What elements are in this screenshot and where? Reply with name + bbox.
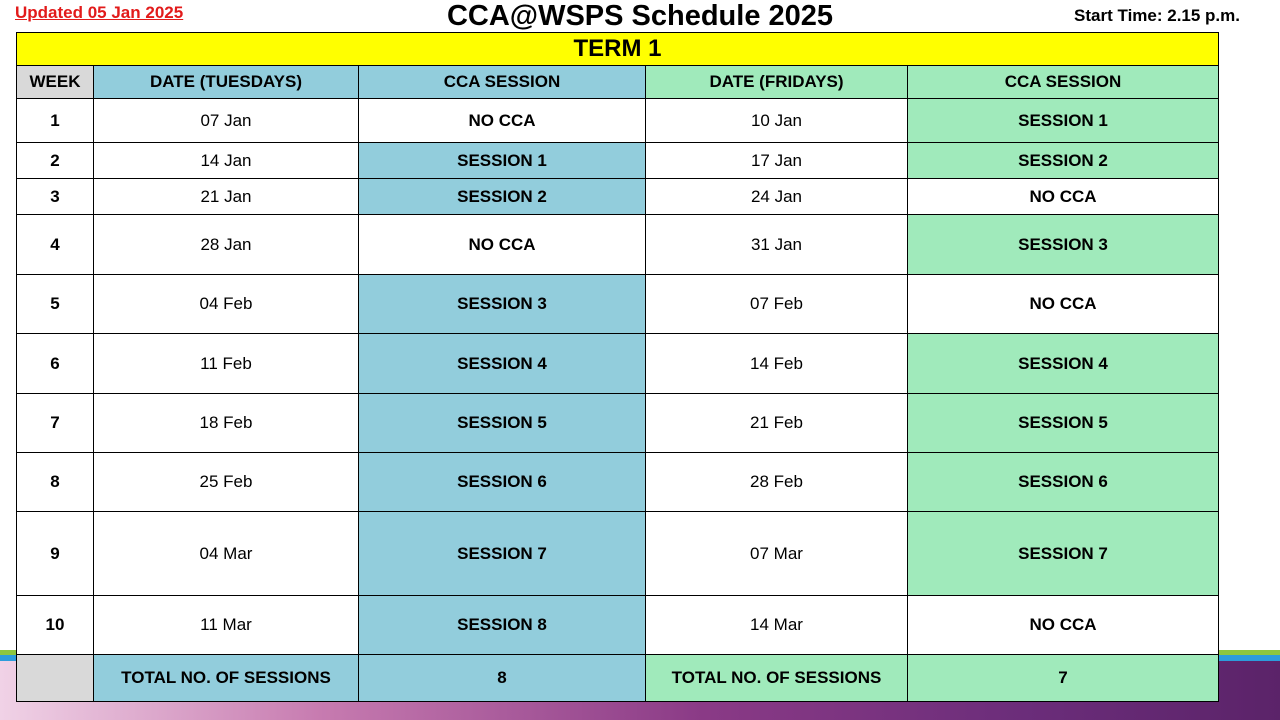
tuesday-session-cell: NO CCA [359,99,646,143]
friday-session-cell: NO CCA [908,596,1219,655]
tuesday-date-cell: 04 Mar [94,512,359,596]
table-row [17,512,1219,596]
table-row [17,143,1219,179]
col-header-friday-date: DATE (FRIDAYS) [646,66,908,99]
tuesday-session-cell: SESSION 5 [359,394,646,453]
tuesday-date-cell: 04 Feb [94,275,359,334]
tuesday-session-cell: SESSION 4 [359,334,646,394]
term-title: TERM 1 [17,33,1219,66]
tuesday-session-cell: NO CCA [359,215,646,275]
friday-session-cell: SESSION 7 [908,512,1219,596]
tuesday-date-cell: 11 Feb [94,334,359,394]
table-row [17,334,1219,394]
totals-row [17,655,1219,702]
week-cell: 8 [17,453,94,512]
page-title-text: CCA@WSPS Schedule 2025 [446,0,834,32]
friday-date-cell: 10 Jan [646,99,908,143]
table-row [17,394,1219,453]
week-cell: 9 [17,512,94,596]
updated-date: Updated 05 Jan 2025 [15,3,184,22]
tuesday-session-cell: SESSION 6 [359,453,646,512]
total-friday: 7 [908,655,1219,702]
col-header-tuesday-session: CCA SESSION [359,66,646,99]
friday-session-cell: SESSION 2 [908,143,1219,179]
friday-session-cell: NO CCA [908,179,1219,215]
friday-session-cell: NO CCA [908,275,1219,334]
tuesday-date-cell: 07 Jan [94,99,359,143]
col-header-tuesday-date: DATE (TUESDAYS) [94,66,359,99]
friday-date-cell: 28 Feb [646,453,908,512]
week-cell: 10 [17,596,94,655]
week-cell: 4 [17,215,94,275]
term-row [17,33,1219,66]
tuesday-session-cell: SESSION 7 [359,512,646,596]
tuesday-date-cell: 28 Jan [94,215,359,275]
start-time: Start Time: 2.15 p.m. [1074,6,1240,25]
friday-date-cell: 24 Jan [646,179,908,215]
tuesday-session-cell: SESSION 3 [359,275,646,334]
friday-session-cell: SESSION 6 [908,453,1219,512]
total-tuesday: 8 [359,655,646,702]
friday-session-cell: SESSION 5 [908,394,1219,453]
friday-date-cell: 14 Mar [646,596,908,655]
tuesday-date-cell: 14 Jan [94,143,359,179]
friday-date-cell: 07 Mar [646,512,908,596]
friday-session-cell: SESSION 4 [908,334,1219,394]
friday-date-cell: 14 Feb [646,334,908,394]
week-cell: 5 [17,275,94,334]
friday-session-cell: SESSION 1 [908,99,1219,143]
tuesday-session-cell: SESSION 8 [359,596,646,655]
total-label-friday: TOTAL NO. OF SESSIONS [646,655,908,702]
friday-date-cell: 17 Jan [646,143,908,179]
friday-date-cell: 07 Feb [646,275,908,334]
friday-date-cell: 21 Feb [646,394,908,453]
week-cell: 1 [17,99,94,143]
total-label-tuesday: TOTAL NO. OF SESSIONS [94,655,359,702]
table-row [17,275,1219,334]
tuesday-date-cell: 21 Jan [94,179,359,215]
header-row [17,66,1219,99]
week-cell: 7 [17,394,94,453]
tuesday-session-cell: SESSION 1 [359,143,646,179]
totals-week-cell [17,655,94,702]
table-row [17,99,1219,143]
table-row [17,596,1219,655]
col-header-week: WEEK [17,66,94,99]
tuesday-session-cell: SESSION 2 [359,179,646,215]
tuesday-date-cell: 11 Mar [94,596,359,655]
schedule-table [16,32,1219,702]
week-cell: 3 [17,179,94,215]
week-cell: 6 [17,334,94,394]
table-row [17,215,1219,275]
friday-date-cell: 31 Jan [646,215,908,275]
tuesday-date-cell: 18 Feb [94,394,359,453]
col-header-friday-session: CCA SESSION [908,66,1219,99]
tuesday-date-cell: 25 Feb [94,453,359,512]
week-cell: 2 [17,143,94,179]
table-row [17,179,1219,215]
friday-session-cell: SESSION 3 [908,215,1219,275]
table-row [17,453,1219,512]
